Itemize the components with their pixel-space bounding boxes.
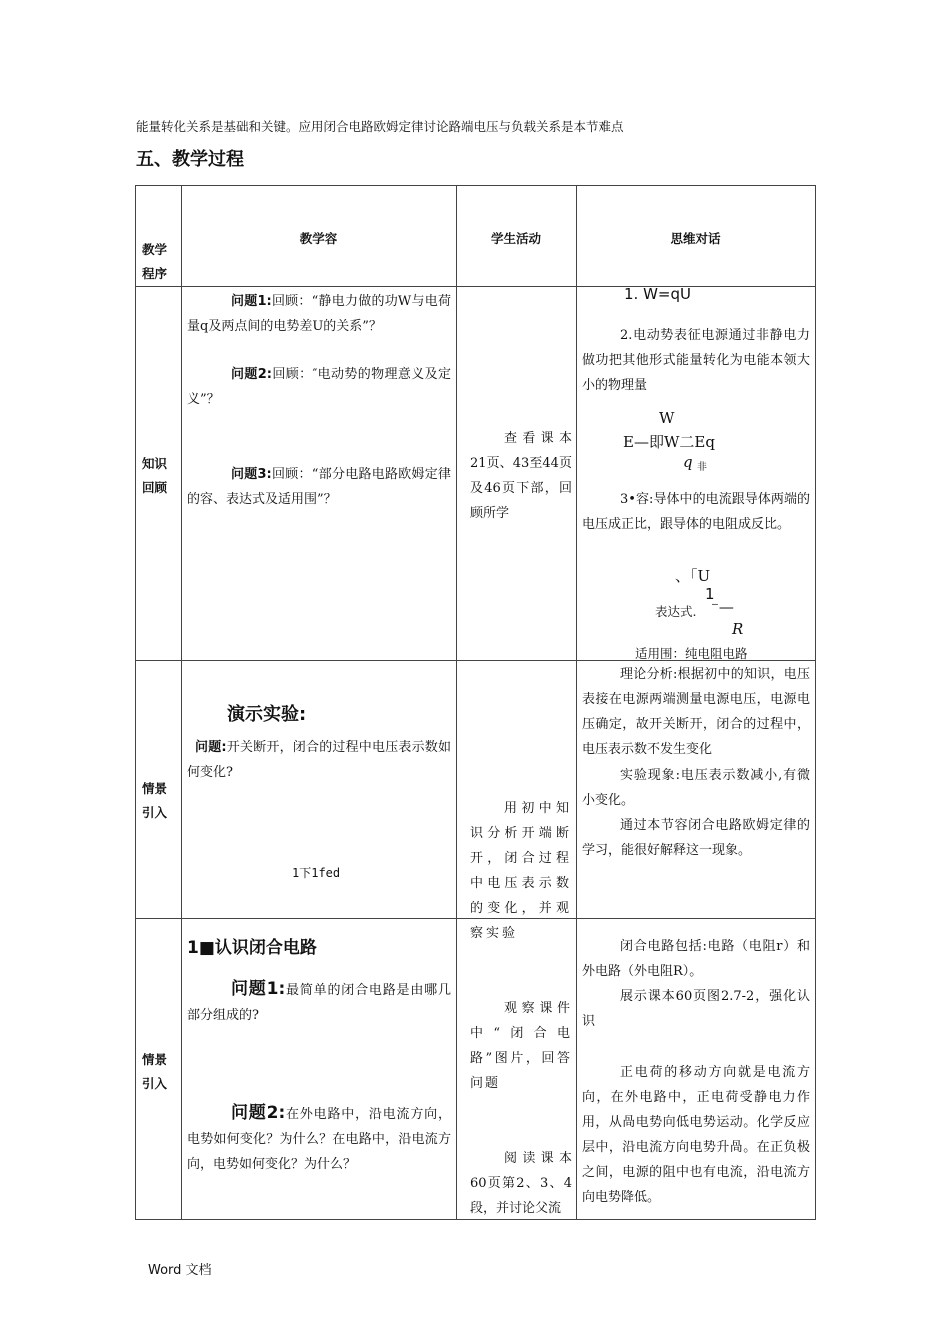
demo-question: [187, 735, 451, 785]
conclusion-text: 通过本节容闭合电路欧姆定律的学习，能很好解释这一现象。: [582, 818, 810, 858]
column-divider: [181, 185, 182, 1220]
formula-q: q: [683, 453, 693, 471]
demo-question-text: 开关断开，闭合的过程中电压表示数如何变化?: [187, 740, 451, 780]
potential-explanation: 正电荷的移动方向就是电流方向，在外电路中，正电荷受静电力作用，从咼电势向低电势运动。化学反应层中，沿电流方向电势升咼。在正负极之间，电源的阻中也有电流，沿电流方向电势降低。: [582, 1065, 810, 1205]
review-activity: 查看课本21页、43至44页及46页下部，回顾所学: [470, 431, 572, 521]
question-2-text: 回顾：″电动势的物理意义及定义”？: [187, 367, 451, 407]
question-2: [187, 362, 451, 412]
closed-circuit-title: 1■认识闭合电路: [187, 938, 317, 958]
table-border: [135, 185, 136, 1220]
question-2-label: 问题2:: [231, 367, 272, 382]
question-3-label: 问题3:: [231, 467, 272, 482]
demo-activity: 用初中知识分析开端断开，闭合过程中电压表示数的变化，并观察实验: [470, 801, 572, 941]
teaching-process-table: [135, 185, 816, 1220]
header-procedure: 教学程序: [142, 242, 168, 281]
formula-main: E—即W二Eq: [623, 433, 715, 451]
question-1: [187, 289, 451, 339]
circuit-question-1-text: 最简单的闭合电路是由哪几部分组成的?: [187, 983, 451, 1023]
demo-question-label: 问题:: [195, 740, 227, 755]
figure-caption: 1下1fed: [292, 866, 341, 880]
scope-text: 适用围：纯电阻电路: [635, 646, 748, 661]
expression-dash: ⁻—: [711, 598, 734, 616]
section-heading: 五、教学过程: [136, 149, 244, 170]
table-border: [135, 185, 816, 186]
dialogue-point-3: 3•容:导体中的电流跟导体两端的电压成正比，跟导体的电阻成反比。: [582, 492, 810, 532]
formula-subscript: 非: [697, 462, 707, 473]
circuit-question-1-label: 问题1:: [231, 979, 286, 999]
expression-one: 1: [705, 585, 715, 603]
column-divider: [576, 185, 577, 1220]
header-activity: 学生活动: [490, 231, 541, 246]
demo-title: 演示实验:: [227, 704, 307, 725]
dialogue-point-1: 1. W=qU: [624, 285, 691, 303]
experiment-phenomenon: 实验现象:电压表示数减小,有微小变化。: [582, 768, 810, 808]
question-1-label: 问题1:: [231, 294, 272, 309]
column-divider: [456, 185, 457, 1220]
expression-top: 、「U: [675, 567, 711, 585]
intro-text: 能量转化关系是基础和关键。应用闭合电路欧姆定律讨论路端电压与负载关系是本节难点: [136, 119, 624, 134]
header-dialogue: 思维对话: [670, 231, 721, 246]
circuit-question-2: [187, 1101, 451, 1177]
circuit-activity-1: 观察课件中“闭合电路”图片，回答问题: [470, 1001, 572, 1091]
row-label-intro-2: 情景引入: [142, 1052, 168, 1091]
theory-analysis: 理论分析:根据初中的知识，电压表接在电源两端测量电源电压，电源电压确定，故开关断开，闭合的过程中，电压表示数不发生变化: [582, 667, 810, 757]
question-3: [187, 462, 451, 512]
circuit-activity-2: 阅读课本60页第2、3、4段，并讨论父流: [470, 1151, 572, 1216]
question-1-text: 回顾：“静电力做的功W与电荷量q及两点间的电势差U的关系”？: [187, 294, 451, 334]
footer-label: Word 文档: [148, 1263, 212, 1278]
dialogue-point-2: 2.电动势表征电源通过非静电力做功把其他形式能量转化为电能本领大小的物理量: [582, 328, 810, 393]
circuit-question-2-text: 在外电路中，沿电流方向，电势如何变化？为什么？在电路中，沿电流方向，电势如何变化？为什么？: [187, 1107, 451, 1172]
expression-r: R: [732, 620, 744, 638]
formula-w: W: [659, 409, 675, 427]
row-label-review: 知识回顾: [142, 456, 168, 495]
question-3-text: 回顾：“部分电路电路欧姆定律的容、表达式及适用围”？: [187, 467, 451, 507]
circuit-question-2-label: 问题2:: [231, 1103, 286, 1123]
figure-reference: 展示课本60页图2.7-2，强化认识: [582, 989, 810, 1029]
circuit-question-1: [187, 977, 451, 1028]
table-border: [815, 185, 816, 1220]
circuit-composition: 闭合电路包括:电路（电阻r）和外电路（外电阻R）。: [582, 939, 810, 979]
row-label-intro: 情景引入: [142, 781, 168, 820]
header-content: 教学容: [299, 231, 338, 246]
row-divider: [135, 286, 816, 287]
expression-label: 表达式.: [655, 604, 697, 619]
